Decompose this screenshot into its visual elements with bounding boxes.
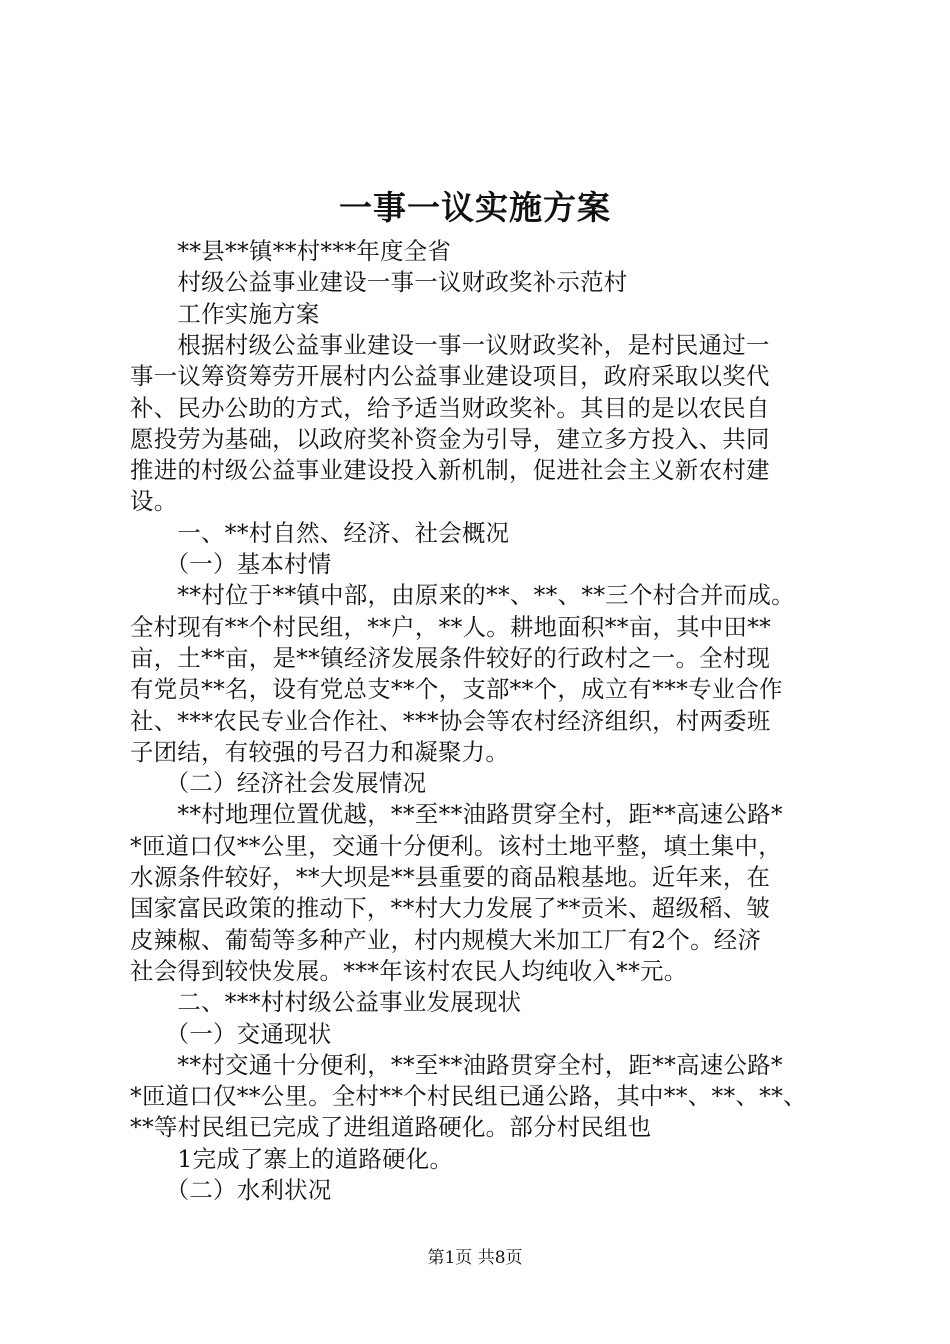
body-text-line: 一、**村自然、经济、社会概况 [130,518,510,547]
body-text-line: 推进的村级公益事业建设投入新机制，促进社会主义新农村建 [130,456,770,485]
body-text-line: 设。 [130,487,178,516]
body-text-line: 二、***村村级公益事业发展现状 [130,988,522,1017]
body-text-line: 愿投劳为基础，以政府奖补资金为引导，建立多方投入、共同 [130,424,770,453]
body-text-line: 工作实施方案 [130,299,320,328]
body-text-line: 事一议筹资筹劳开展村内公益事业建设项目，政府采取以奖代 [130,362,770,391]
body-text-line: 社会得到较快发展。***年该村农民人均纯收入**元。 [130,956,688,985]
body-text-line: 补、民办公助的方式，给予适当财政奖补。其目的是以农民自 [130,393,770,422]
body-text-line: 社、***农民专业合作社、***协会等农村经济组织，村两委班 [130,706,771,735]
document-title: 一事一议实施方案 [339,188,611,227]
body-text-line: **村位于**镇中部，由原来的**、**、**三个村合并而成。 [130,581,795,610]
body-text-line: 水源条件较好，**大坝是**县重要的商品粮基地。近年来，在 [130,863,771,891]
body-text-line: （二）经济社会发展情况 [130,769,427,798]
body-text-line: 皮辣椒、葡萄等多种产业，村内规模大米加工厂有2个。经济 [130,925,762,954]
body-text-line: 全村现有**个村民组，**户，**人。耕地面积**亩，其中田** [130,612,772,641]
body-text-line: 国家富民政策的推动下，**村大力发展了**贡米、超级稻、皱 [130,894,771,923]
body-text-line: 亩，土**亩，是**镇经济发展条件较好的行政村之一。全村现 [130,643,771,672]
body-text-line: （二）水利状况 [130,1176,332,1204]
body-text-line: （一）交通现状 [130,1019,332,1048]
body-text-line: *匝道口仅**公里。全村**个村民组已通公路，其中**、**、**、 [130,1082,807,1111]
body-text-line: 有党员**名，设有党总支**个，支部**个，成立有***专业合作 [130,675,783,704]
body-text-line: **等村民组已完成了进组道路硬化。部分村民组也 [130,1113,652,1142]
body-text-line: *匝道口仅**公里，交通十分便利。该村土地平整，填土集中， [130,831,782,860]
body-text-line: （一）基本村情 [130,550,332,578]
body-text-line: **县**镇**村***年度全省 [130,237,452,265]
body-text-line: 村级公益事业建设一事一议财政奖补示范村 [130,268,628,297]
page-number-footer: 第1页 共8页 [427,1248,523,1268]
body-text-line: 1完成了寨上的道路硬化。 [130,1144,454,1173]
body-text-line: **村地理位置优越，**至**油路贯穿全村，距**高速公路* [130,800,783,829]
body-text-line: **村交通十分便利，**至**油路贯穿全村，距**高速公路* [130,1050,783,1079]
body-text-line: 子团结，有较强的号召力和凝聚力。 [130,737,510,766]
body-text-line: 根据村级公益事业建设一事一议财政奖补，是村民通过一 [130,330,770,359]
